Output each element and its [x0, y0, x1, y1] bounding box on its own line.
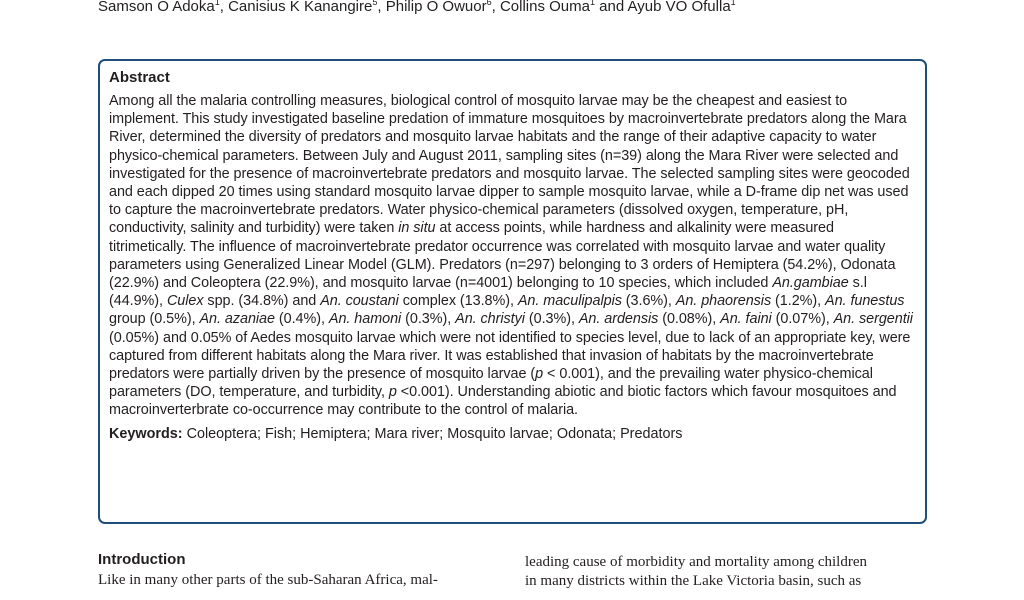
abstract-italic-term: p	[535, 366, 544, 383]
abstract-italic-term: An. phaorensis	[675, 293, 772, 310]
abstract-italic-term: An. sergentii	[833, 311, 913, 328]
abstract-text: s.l (44.9%),	[109, 275, 867, 310]
abstract-text: complex (13.8%),	[398, 293, 518, 310]
abstract-heading: Abstract	[109, 69, 170, 86]
keywords-line	[109, 425, 915, 443]
abstract-italic-term: p	[388, 384, 397, 401]
introduction-heading: Introduction	[98, 551, 186, 568]
author-affiliation-mark: 5	[372, 0, 378, 7]
author-affiliation-mark: 6	[486, 0, 492, 7]
abstract-italic-term: in situ	[398, 220, 436, 237]
abstract-text: (0.4%),	[274, 311, 329, 328]
left-column	[98, 549, 500, 590]
abstract-text: (0.3%),	[524, 311, 579, 328]
author-name: Canisius K Kanangire	[228, 0, 373, 15]
author-name: Samson O Adoka	[98, 0, 215, 15]
abstract-text: (1.2%),	[771, 293, 826, 310]
abstract-text: (0.3%),	[401, 311, 456, 328]
author-affiliation-mark: 1	[214, 0, 220, 7]
abstract-text: (0.08%),	[658, 311, 721, 328]
abstract-italic-term: An. ardensis	[578, 311, 659, 328]
abstract-text: <0.001). Understanding abiotic and biotic factors which favour mosquitoes and macroinverterbrate co-occurrence may contribute to the control of malaria.	[109, 384, 897, 419]
abstract-text: < 0.001), and the prevailing water physico-chemical parameters (DO, temperature, and turbidity,	[109, 366, 873, 401]
abstract-italic-term: An.gambiae	[772, 275, 849, 292]
author-name: Collins Ouma	[499, 0, 590, 15]
abstract-italic-term: An. maculipalpis	[517, 293, 622, 310]
abstract-text: at access points, while hardness and alkalinity were measured titrimetically. The influence of macroinvertebrate predator occurrence was correlated with mosquito larvae and water quality parameters using Generalized Linear Model (GLM). Predators (n=297) belonging to 3 orders of Hemiptera (54.2%), Odonata (22.9%) and Coleoptera (22.9%), and mosquito larvae (n=4001) belonging to 10 species, which included	[109, 220, 896, 292]
abstract-italic-term: An. hamoni	[328, 311, 402, 328]
introduction-paragraph: Like in many other parts of the sub-Saharan Africa, mal-	[98, 572, 438, 588]
abstract-italic-term: Culex	[166, 293, 204, 310]
right-column-line-1: leading cause of morbidity and mortality among children	[525, 554, 867, 570]
abstract-italic-term: An. christyi	[455, 311, 525, 328]
author-name: Ayub VO Ofulla	[627, 0, 731, 15]
author-name: Philip O Owuor	[385, 0, 487, 15]
keywords-label: Keywords:	[109, 425, 183, 442]
author-affiliation-mark: 1	[730, 0, 736, 7]
author-affiliation-mark: 1	[589, 0, 595, 7]
abstract-text: (3.6%),	[621, 293, 676, 310]
abstract-body	[109, 92, 915, 420]
abstract-text: (0.05%) and 0.05% of Aedes mosquito larvae which were not identified to species level, due to lack of an appropriate key, were captured from different habitats along the Mara river. It was established that invasion of habitats by the macroinvertebrate predators were partially driven by the presence of mosquito larvae (	[109, 329, 911, 383]
abstract-italic-term: An. funestus	[825, 293, 905, 310]
abstract-italic-term: An. faini	[720, 311, 772, 328]
abstract-italic-term: An. azaniae	[199, 311, 275, 328]
abstract-box	[98, 59, 927, 524]
right-column-line-2: in many districts within the Lake Victoria basin, such as	[525, 573, 862, 589]
abstract-text: spp. (34.8%) and	[203, 293, 321, 310]
keywords-text: Coleoptera; Fish; Hemiptera; Mara river; Mosquito larvae; Odonata; Predators	[186, 425, 683, 442]
abstract-text: Among all the malaria controlling measures, biological control of mosquito larvae may be the cheapest and easiest to implement. This study investigated baseline predation of immature mosquitoes by macroinvertebrate predators along the Mara River, determined the diversity of predators and mosquito larvae habitats and the range of their adaptive capacity to water physico-chemical parameters. Between July and August 2011, sampling sites (n=39) along the Mara River were selected and investigated for the presence of macroinvertebrate predators and mosquito larvae. The selected sampling sites were geocoded and each dipped 20 times using standard mosquito larvae dipper to sample mosquito larvae, while a D-frame dip net was used to capture the macroinvertebrate predators. Water physico-chemical parameters (dissolved oxygen, temperature, pH, conductivity, salinity and turbidity) were taken	[109, 93, 910, 237]
right-column	[525, 553, 927, 591]
author-list: Samson O Adoka$^1$, Canisius K Kanangire$^5$, Philip O Owuor$^6$, Collins Ouma$^1$ and Ayub VO Ofulla$^1$	[98, 0, 998, 18]
abstract-text: (0.07%),	[771, 311, 834, 328]
abstract-italic-term: An. coustani	[320, 293, 399, 310]
abstract-text: group (0.5%),	[109, 311, 200, 328]
